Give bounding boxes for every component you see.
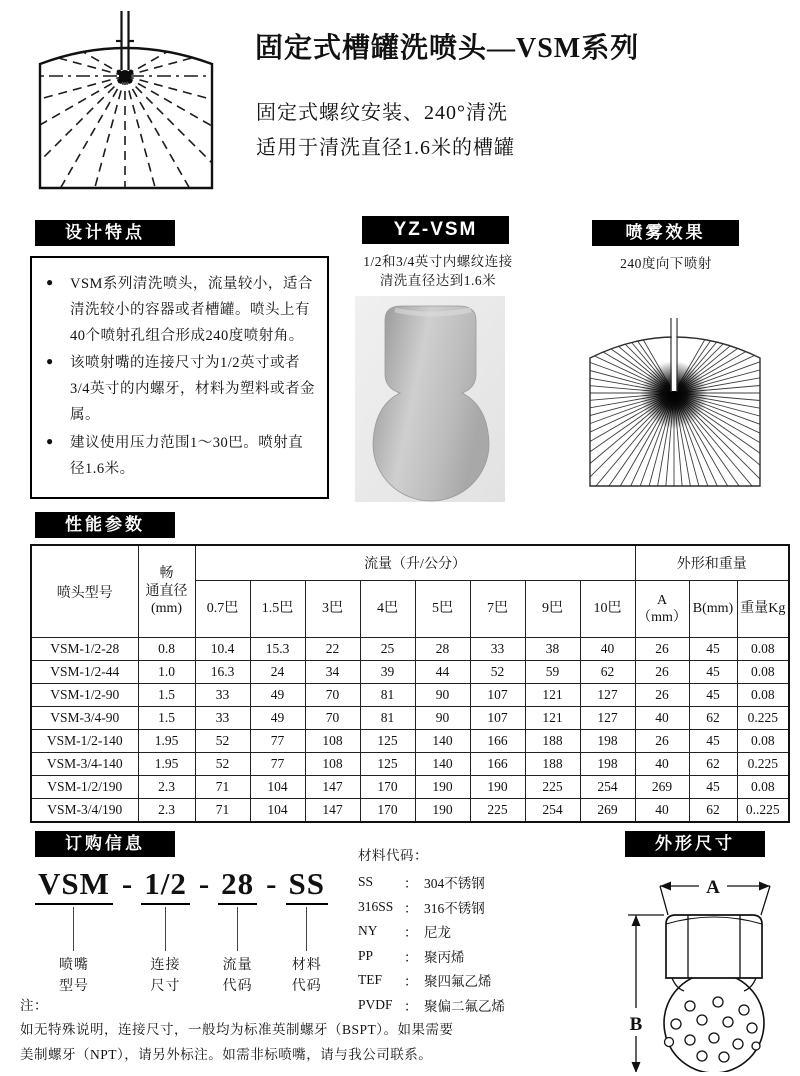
value-cell: 254 [525, 799, 580, 823]
section-header-dimensions: 外形尺寸 [625, 831, 765, 857]
pressure-col-header: 9巴 [525, 581, 580, 638]
spray-caption: 240度向下喷射 [620, 256, 712, 271]
value-cell: 34 [305, 661, 360, 684]
model-cell: VSM-1/2-140 [31, 730, 138, 753]
section-header-ordering: 订购信息 [35, 831, 175, 857]
notes-line-1: 如无特殊说明，连接尺寸，一般均为标准英制螺牙（BSPT）。如果需要 [20, 1022, 454, 1038]
material-sep: ： [404, 925, 418, 941]
material-code: SS [358, 874, 374, 890]
material-code: PVDF [358, 996, 393, 1012]
code-part: SS [286, 866, 328, 905]
value-cell: 170 [360, 776, 415, 799]
value-cell: 33 [195, 707, 250, 730]
material-code: PP [358, 947, 374, 963]
table-row [31, 638, 789, 661]
value-cell: 40 [635, 799, 689, 823]
value-cell: 0.08 [737, 776, 789, 799]
material-codes [358, 844, 598, 1017]
value-cell: 0.225 [737, 707, 789, 730]
shape-col-header: 重量Kg [737, 581, 789, 638]
value-cell: 108 [305, 730, 360, 753]
value-cell: 0.08 [737, 684, 789, 707]
dim-b-label: B [629, 1014, 643, 1035]
value-cell: 188 [525, 730, 580, 753]
ordering-part-material [286, 866, 328, 998]
dim-a-label: A [706, 877, 720, 898]
ordering-part-model [35, 866, 113, 998]
product-caption-1: 1/2和3/4英寸内螺纹连接 [363, 254, 513, 269]
value-cell: 121 [525, 707, 580, 730]
design-feature-list [44, 272, 317, 482]
value-cell: 90 [415, 684, 470, 707]
value-cell: 1.5 [138, 684, 195, 707]
pressure-col-header: 10巴 [580, 581, 635, 638]
value-cell: 166 [470, 730, 525, 753]
code-separator: - [121, 866, 133, 901]
value-cell: 49 [250, 684, 305, 707]
diameter-col-header: 畅 通直径 (mm) [138, 545, 195, 638]
value-cell: 81 [360, 707, 415, 730]
arrowhead [632, 915, 641, 926]
pipe-fill [672, 318, 677, 391]
tank-spray-illustration [22, 8, 226, 196]
material-code-row [358, 895, 598, 920]
value-cell: 127 [580, 707, 635, 730]
material-name: 304不锈钢 [424, 876, 485, 892]
table-row [31, 730, 789, 753]
code-part: VSM [35, 866, 113, 905]
value-cell: 70 [305, 707, 360, 730]
code-separator: - [198, 866, 210, 901]
value-cell: 170 [360, 799, 415, 823]
value-cell: 198 [580, 753, 635, 776]
material-name: 聚四氟乙烯 [424, 974, 492, 990]
product-photo [355, 296, 505, 502]
label-line: 型号 [58, 979, 89, 995]
spray-pattern-diagram [578, 296, 773, 494]
material-code-row [358, 919, 598, 944]
value-cell: 28 [415, 638, 470, 661]
pressure-col-header: 1.5巴 [250, 581, 305, 638]
shape-col-header: B(mm) [689, 581, 737, 638]
value-cell: 166 [470, 753, 525, 776]
value-cell: 2.3 [138, 799, 195, 823]
value-cell: 188 [525, 753, 580, 776]
label-line: 连接 [150, 957, 181, 973]
value-cell: 52 [470, 661, 525, 684]
value-cell: 121 [525, 684, 580, 707]
value-cell: 33 [470, 638, 525, 661]
design-feature-item: ● 该喷射嘴的连接尺寸为1/2英寸或者3/4英寸的内螺牙，材料为塑料或者金属。 [44, 351, 317, 428]
value-cell: 62 [689, 753, 737, 776]
table-row [31, 753, 789, 776]
value-cell: 40 [635, 753, 689, 776]
material-name: 聚偏二氟乙烯 [424, 998, 505, 1014]
pressure-col-header: 4巴 [360, 581, 415, 638]
footer-notes [20, 994, 540, 1067]
connector-line [165, 907, 166, 951]
table-row [31, 799, 789, 823]
value-cell: 225 [525, 776, 580, 799]
value-cell: 1.95 [138, 753, 195, 776]
table-row [31, 684, 789, 707]
model-cell: VSM-1/2/190 [31, 776, 138, 799]
value-cell: 62 [689, 707, 737, 730]
subtitle-line-1: 固定式螺纹安装、240°清洗 [256, 102, 508, 124]
ordering-part-label [223, 955, 253, 998]
nozzle-body-shape [373, 306, 489, 501]
pressure-col-header: 0.7巴 [195, 581, 250, 638]
material-sep: ： [404, 876, 418, 892]
material-code: NY [358, 923, 378, 939]
table-row [31, 707, 789, 730]
label-line: 代码 [222, 979, 253, 995]
value-cell: 254 [580, 776, 635, 799]
design-feature-item: ● VSM系列清洗喷头，流量较小，适合清洗较小的容器或者槽罐。喷头上有40个喷射孔组合形成240度喷射角。 [44, 272, 317, 349]
value-cell: 33 [195, 684, 250, 707]
notes-label: 注： [20, 998, 48, 1013]
value-cell: 107 [470, 707, 525, 730]
value-cell: 26 [635, 684, 689, 707]
value-cell: 40 [580, 638, 635, 661]
value-cell: 190 [415, 799, 470, 823]
code-part: 28 [218, 866, 257, 905]
nozzle-dot [117, 70, 134, 84]
value-cell: 0.08 [737, 638, 789, 661]
value-cell: 104 [250, 799, 305, 823]
value-cell: 62 [580, 661, 635, 684]
value-cell: 52 [195, 753, 250, 776]
value-cell: 40 [635, 707, 689, 730]
model-cell: VSM-1/2-28 [31, 638, 138, 661]
value-cell: 49 [250, 707, 305, 730]
material-sep: ： [404, 998, 418, 1014]
value-cell: 81 [360, 684, 415, 707]
material-name: 聚丙烯 [424, 949, 465, 965]
value-cell: 147 [305, 799, 360, 823]
value-cell: 0.8 [138, 638, 195, 661]
value-cell: 62 [689, 799, 737, 823]
material-sep: ： [404, 974, 418, 990]
value-cell: 70 [305, 684, 360, 707]
value-cell: 24 [250, 661, 305, 684]
value-cell: 0.08 [737, 661, 789, 684]
section-header-spray: 喷雾效果 [592, 220, 739, 246]
material-sep: ： [404, 900, 418, 916]
material-name: 尼龙 [424, 925, 451, 941]
value-cell: 59 [525, 661, 580, 684]
value-cell: 77 [250, 730, 305, 753]
section-header-product: YZ-VSM [362, 216, 509, 244]
design-features-box [30, 256, 329, 499]
label-line: 代码 [291, 979, 322, 995]
value-cell: 1.95 [138, 730, 195, 753]
value-cell: 90 [415, 707, 470, 730]
value-cell: 0..225 [737, 799, 789, 823]
tank-outline [40, 48, 212, 188]
value-cell: 198 [580, 730, 635, 753]
shape-group-header: 外形和重量 [635, 545, 789, 581]
connector-line [73, 907, 74, 951]
value-cell: 77 [250, 753, 305, 776]
design-feature-item: ● 建议使用压力范围1～30巴。喷射直径1.6米。 [44, 431, 317, 483]
shape-col-header: A （mm） [635, 581, 689, 638]
spray-rays [22, 11, 226, 196]
value-cell: 39 [360, 661, 415, 684]
notes-line-2: 美制螺牙（NPT），请另外标注。如需非标喷嘴，请与我公司联系。 [20, 1046, 433, 1062]
material-name: 316不锈钢 [424, 900, 485, 916]
value-cell: 45 [689, 661, 737, 684]
value-cell: 269 [635, 776, 689, 799]
model-cell: VSM-3/4-90 [31, 707, 138, 730]
value-cell: 26 [635, 638, 689, 661]
value-cell: 26 [635, 730, 689, 753]
value-cell: 71 [195, 799, 250, 823]
connector-line [306, 907, 307, 951]
value-cell: 71 [195, 776, 250, 799]
value-cell: 269 [580, 799, 635, 823]
value-cell: 147 [305, 776, 360, 799]
section-header-performance: 性能参数 [35, 512, 175, 538]
value-cell: 16.3 [195, 661, 250, 684]
ordering-code-diagram [35, 866, 328, 998]
value-cell: 10.4 [195, 638, 250, 661]
value-cell: 140 [415, 730, 470, 753]
subtitle-line-2: 适用于清洗直径1.6米的槽罐 [256, 137, 515, 159]
value-cell: 45 [689, 638, 737, 661]
material-code-row [358, 870, 598, 895]
value-cell: 125 [360, 730, 415, 753]
material-sep: ： [404, 949, 418, 965]
dimension-drawing [606, 860, 794, 1072]
model-cell: VSM-1/2-90 [31, 684, 138, 707]
value-cell: 26 [635, 661, 689, 684]
value-cell: 15.3 [250, 638, 305, 661]
value-cell: 44 [415, 661, 470, 684]
ordering-part-connection [141, 866, 190, 998]
value-cell: 108 [305, 753, 360, 776]
material-code: 316SS [358, 898, 394, 914]
table-row [31, 661, 789, 684]
label-line: 材料 [291, 957, 322, 973]
material-code-row [358, 968, 598, 993]
table-row [31, 776, 789, 799]
value-cell: 38 [525, 638, 580, 661]
performance-table-body [31, 638, 789, 823]
connector-line [237, 907, 238, 951]
pressure-col-header: 3巴 [305, 581, 360, 638]
value-cell: 190 [415, 776, 470, 799]
performance-table [30, 544, 790, 823]
model-col-header: 喷头型号 [31, 545, 138, 638]
hex-nut-body [666, 915, 762, 978]
value-cell: 22 [305, 638, 360, 661]
label-line: 尺寸 [150, 979, 181, 995]
value-cell: 1.5 [138, 707, 195, 730]
value-cell: 45 [689, 684, 737, 707]
value-cell: 52 [195, 730, 250, 753]
model-cell: VSM-3/4-140 [31, 753, 138, 776]
ordering-part-flow [218, 866, 257, 998]
value-cell: 45 [689, 776, 737, 799]
code-separator: - [266, 866, 277, 901]
value-cell: 125 [360, 753, 415, 776]
arrowhead [660, 882, 671, 891]
value-cell: 1.0 [138, 661, 195, 684]
value-cell: 190 [470, 776, 525, 799]
value-cell: 2.3 [138, 776, 195, 799]
pressure-col-header: 5巴 [415, 581, 470, 638]
value-cell: 0.225 [737, 753, 789, 776]
model-cell: VSM-3/4/190 [31, 799, 138, 823]
ordering-part-label [59, 955, 89, 998]
value-cell: 25 [360, 638, 415, 661]
label-line: 流量 [222, 957, 253, 973]
arrowhead [632, 1062, 641, 1072]
section-header-design: 设计特点 [35, 220, 175, 246]
flow-group-header: 流量（升/公分） [195, 545, 635, 581]
material-code-row [358, 944, 598, 969]
model-cell: VSM-1/2-44 [31, 661, 138, 684]
value-cell: 0.08 [737, 730, 789, 753]
pressure-col-header: 7巴 [470, 581, 525, 638]
label-line: 喷嘴 [58, 957, 89, 973]
material-code: TEF [358, 972, 383, 988]
code-part: 1/2 [141, 866, 190, 905]
ordering-part-label [292, 955, 322, 998]
material-codes-title: 材料代码： [358, 848, 428, 863]
value-cell: 107 [470, 684, 525, 707]
feed-pipe [116, 11, 134, 70]
value-cell: 104 [250, 776, 305, 799]
value-cell: 140 [415, 753, 470, 776]
ordering-part-label [151, 955, 181, 998]
value-cell: 127 [580, 684, 635, 707]
value-cell: 45 [689, 730, 737, 753]
value-cell: 225 [470, 799, 525, 823]
product-caption-2: 清洗直径达到1.6米 [379, 273, 497, 288]
page-title: 固定式槽罐洗喷头—VSM系列 [255, 33, 640, 64]
